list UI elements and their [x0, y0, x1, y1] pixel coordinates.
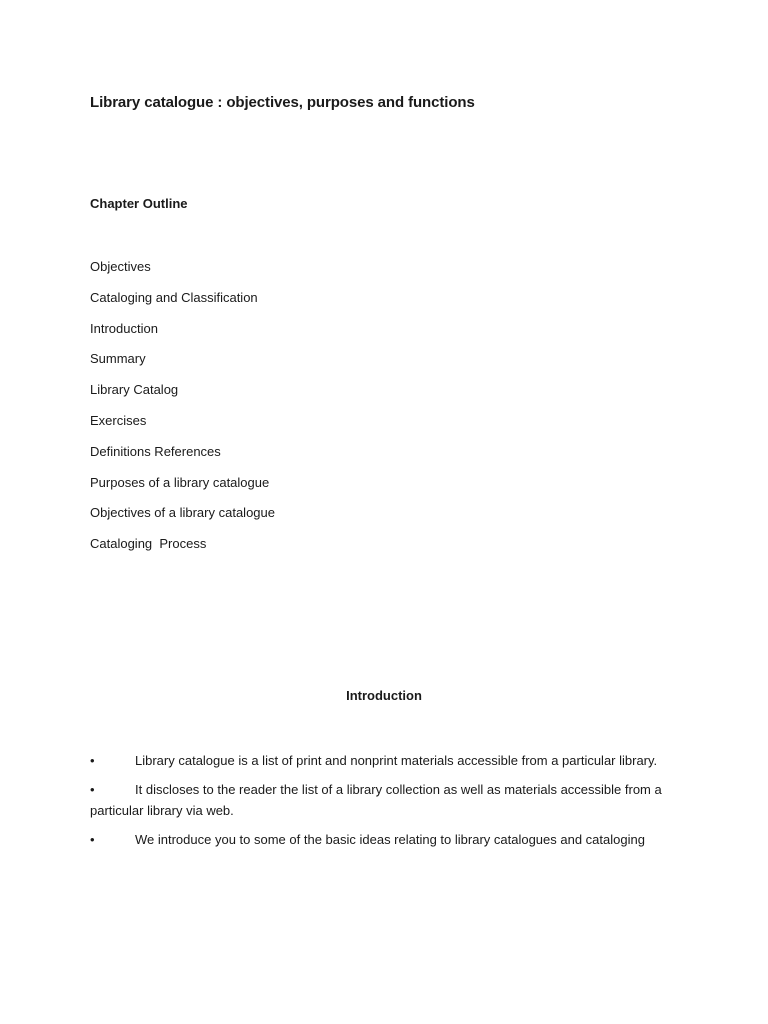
- outline-item: Purposes of a library catalogue: [90, 474, 270, 490]
- outline-item: Cataloging and Classification: [90, 289, 258, 305]
- outline-item: Objectives: [90, 259, 151, 274]
- document-title: Library catalogue : objectives, purposes and functions: [90, 94, 475, 111]
- outline-item: Introduction: [90, 320, 158, 336]
- outline-item: Objectives of a library catalogue: [90, 505, 275, 521]
- introduction-heading: Introduction: [346, 688, 422, 703]
- outline-item: Library Catalog: [90, 382, 179, 398]
- bullet-text: We introduce you to some of the basic ideas relating to library catalogues and cataloging: [135, 832, 645, 847]
- outline-item: Exercises: [90, 412, 147, 428]
- outline-item: Cataloging Process: [90, 536, 207, 552]
- bullet-item: [90, 829, 662, 850]
- bullet-text: It discloses to the reader the list of a library collection as well as materials accessible from a particular library via web.: [90, 782, 662, 818]
- introduction-bullet-list: [90, 750, 662, 858]
- bullet-mark: •: [90, 753, 95, 768]
- chapter-outline-heading: Chapter Outline: [90, 196, 188, 211]
- bullet-mark: •: [90, 832, 95, 847]
- bullet-item: [90, 750, 662, 771]
- chapter-outline-list: [90, 258, 275, 566]
- outline-item: Definitions References: [90, 443, 221, 459]
- bullet-item: [90, 779, 662, 821]
- bullet-mark: •: [90, 782, 95, 797]
- outline-item: Summary: [90, 351, 146, 367]
- bullet-text: Library catalogue is a list of print and nonprint materials accessible from a particular library.: [135, 753, 658, 768]
